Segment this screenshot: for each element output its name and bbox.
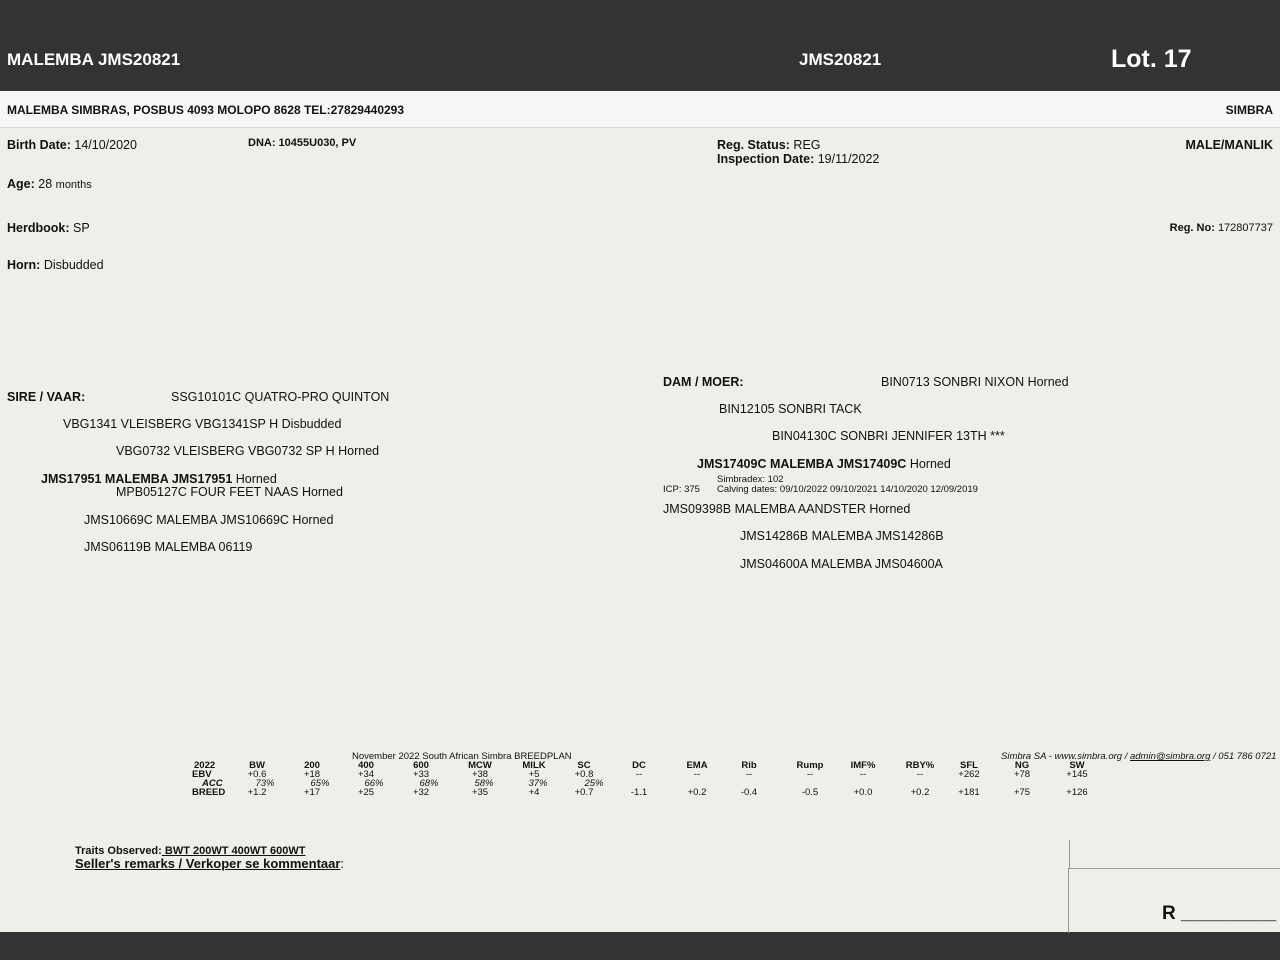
breedplan-header-cell: IMF% (850, 760, 876, 771)
breed-cell: -0.4 (740, 787, 758, 798)
sire-great-granddam: JMS06119B MALEMBA 06119 (84, 540, 253, 554)
breedplan-header-cell: NG (1014, 760, 1030, 771)
breed-cell: +0.2 (910, 787, 930, 798)
acc-cell: 66% (364, 778, 384, 789)
breed-cell: +181 (958, 787, 980, 798)
sire-name: SSG10101C QUATRO-PRO QUINTON (171, 390, 390, 404)
ebv-cell: +33 (412, 769, 430, 780)
breed-cell: -0.5 (801, 787, 819, 798)
herdbook: Herdbook: SP (7, 221, 90, 235)
acc-cell: 25% (584, 778, 604, 789)
ebv-cell: -- (693, 769, 701, 780)
horn-status: Horn: Disbudded (7, 258, 104, 272)
acc-cell: 73% (255, 778, 275, 789)
price-box-divider (1069, 840, 1070, 868)
breedplan-year: 2022 (194, 760, 216, 771)
acc-cell: 37% (528, 778, 548, 789)
breedplan-table (0, 760, 1280, 800)
dam-calving-dates: Calving dates: 09/10/2022 09/10/2021 14/10/2020 12/09/2019 (717, 484, 978, 495)
acc-cell: 68% (419, 778, 439, 789)
sire-great-grandsire: VBG0732 VLEISBERG VBG0732 SP H Horned (116, 444, 380, 458)
breed-cell: +25 (357, 787, 375, 798)
breed-label: BREED (192, 787, 226, 798)
breed-cell: +32 (412, 787, 430, 798)
card-header (0, 28, 1280, 91)
ebv-cell: -- (635, 769, 643, 780)
animal-reg-id: JMS20821 (799, 50, 882, 69)
dam-great-granddam: BIN04130C SONBRI JENNIFER 13TH *** (772, 429, 1005, 443)
breed-cell: +1.2 (247, 787, 267, 798)
ebv-cell: -- (806, 769, 814, 780)
breedplan-header-cell: SC (577, 760, 591, 771)
breedplan-header-cell: SW (1069, 760, 1085, 771)
dam-label: DAM / MOER: (663, 375, 744, 389)
breedplan-header-cell: RBY% (905, 760, 935, 771)
dam-main: JMS17409C MALEMBA JMS17409C Horned (697, 457, 951, 471)
price-box (1068, 868, 1280, 933)
dna-info: DNA: 10455U030, PV (248, 137, 357, 149)
ebv-cell: -- (859, 769, 867, 780)
acc-label: ACC (202, 778, 223, 789)
sire-label: SIRE / VAAR: (7, 390, 86, 404)
breedplan-header-cell: 200 (304, 760, 320, 771)
breedplan-header-cell: 600 (413, 760, 429, 771)
ebv-cell: +5 (528, 769, 540, 780)
ebv-cell: +34 (357, 769, 375, 780)
dam-granddam: JMS09398B MALEMBA AANDSTER Horned (663, 502, 911, 516)
sire-main: JMS17951 MALEMBA JMS17951 Horned (41, 472, 277, 486)
acc-cell: 58% (474, 778, 494, 789)
acc-cell: 65% (310, 778, 330, 789)
ebv-cell: -- (916, 769, 924, 780)
breed-cell: +0.7 (574, 787, 594, 798)
lot-number: Lot. 17 (1111, 45, 1192, 73)
ebv-cell: +145 (1066, 769, 1088, 780)
ebv-label: EBV (192, 769, 212, 780)
sire-grandsire: VBG1341 VLEISBERG VBG1341SP H Disbudded (63, 417, 342, 431)
age: Age: 28 months (7, 177, 92, 191)
breedplan-header-cell: MILK (522, 760, 546, 771)
breedplan-header-cell: SFL (960, 760, 978, 771)
inspection-date: Inspection Date: 19/11/2022 (717, 152, 880, 166)
traits-observed: Traits Observed: BWT 200WT 400WT 600WT (75, 845, 306, 857)
breedplan-header-cell: 400 (358, 760, 374, 771)
contact-email-link[interactable]: admin@simbra.org (1129, 751, 1211, 762)
dam-ancestor-14286: JMS14286B MALEMBA JMS14286B (740, 529, 944, 543)
seller-remarks: Seller's remarks / Verkoper se kommentaar: (75, 856, 345, 871)
sire-granddam: JMS10669C MALEMBA JMS10669C Horned (84, 513, 334, 527)
ebv-cell: +0.6 (247, 769, 267, 780)
animal-name: MALEMBA JMS20821 (7, 50, 181, 69)
breed-cell: +4 (528, 787, 540, 798)
reg-number: Reg. No: 172807737 (1169, 222, 1273, 234)
breed-name: SIMBRA (1225, 103, 1273, 117)
breedplan-header-cell: MCW (468, 760, 492, 771)
sire-ancestor-mpb: MPB05127C FOUR FEET NAAS Horned (116, 485, 343, 499)
ebv-cell: +78 (1013, 769, 1031, 780)
breedplan-header-cell: Rump (796, 760, 824, 771)
price-field[interactable]: R _________ (1162, 903, 1277, 924)
dam-icp: ICP: 375 (663, 484, 700, 495)
breed-cell: +126 (1066, 787, 1088, 798)
breed-cell: +17 (303, 787, 321, 798)
ebv-cell: +38 (471, 769, 489, 780)
breedplan-header-cell: BW (249, 760, 265, 771)
lot-card (0, 28, 1280, 932)
owner-line: MALEMBA SIMBRAS, POSBUS 4093 MOLOPO 8628 TEL:27829440293 (7, 103, 405, 117)
owner-bar (0, 91, 1280, 128)
ebv-cell: +262 (958, 769, 980, 780)
breed-cell: +35 (471, 787, 489, 798)
breedplan-title: November 2022 South African Simbra BREEDPLAN (352, 751, 572, 762)
sex-label: MALE/MANLIK (1185, 138, 1273, 152)
breedplan-header-cell: Rib (741, 760, 757, 771)
birth-date: Birth Date: 14/10/2020 (7, 138, 137, 152)
breed-cell: +0.2 (687, 787, 707, 798)
breedplan-header-cell: DC (632, 760, 646, 771)
dam-ancestor-top: BIN0713 SONBRI NIXON Horned (881, 375, 1069, 389)
ebv-cell: -- (745, 769, 753, 780)
breed-cell: +75 (1013, 787, 1031, 798)
ebv-cell: +0.8 (574, 769, 594, 780)
breed-cell: -1.1 (630, 787, 648, 798)
reg-status: Reg. Status: REG (717, 138, 821, 152)
breedplan-contact: Simbra SA - www.simbra.org / admin@simbra.org / 051 786 0721 (1001, 751, 1277, 762)
breed-cell: +0.0 (853, 787, 873, 798)
ebv-cell: +18 (303, 769, 321, 780)
breedplan-header-cell: EMA (686, 760, 708, 771)
dam-grandsire: BIN12105 SONBRI TACK (719, 402, 862, 416)
dam-simbradex: Simbradex: 102 (717, 474, 784, 485)
dam-ancestor-04600: JMS04600A MALEMBA JMS04600A (740, 557, 943, 571)
